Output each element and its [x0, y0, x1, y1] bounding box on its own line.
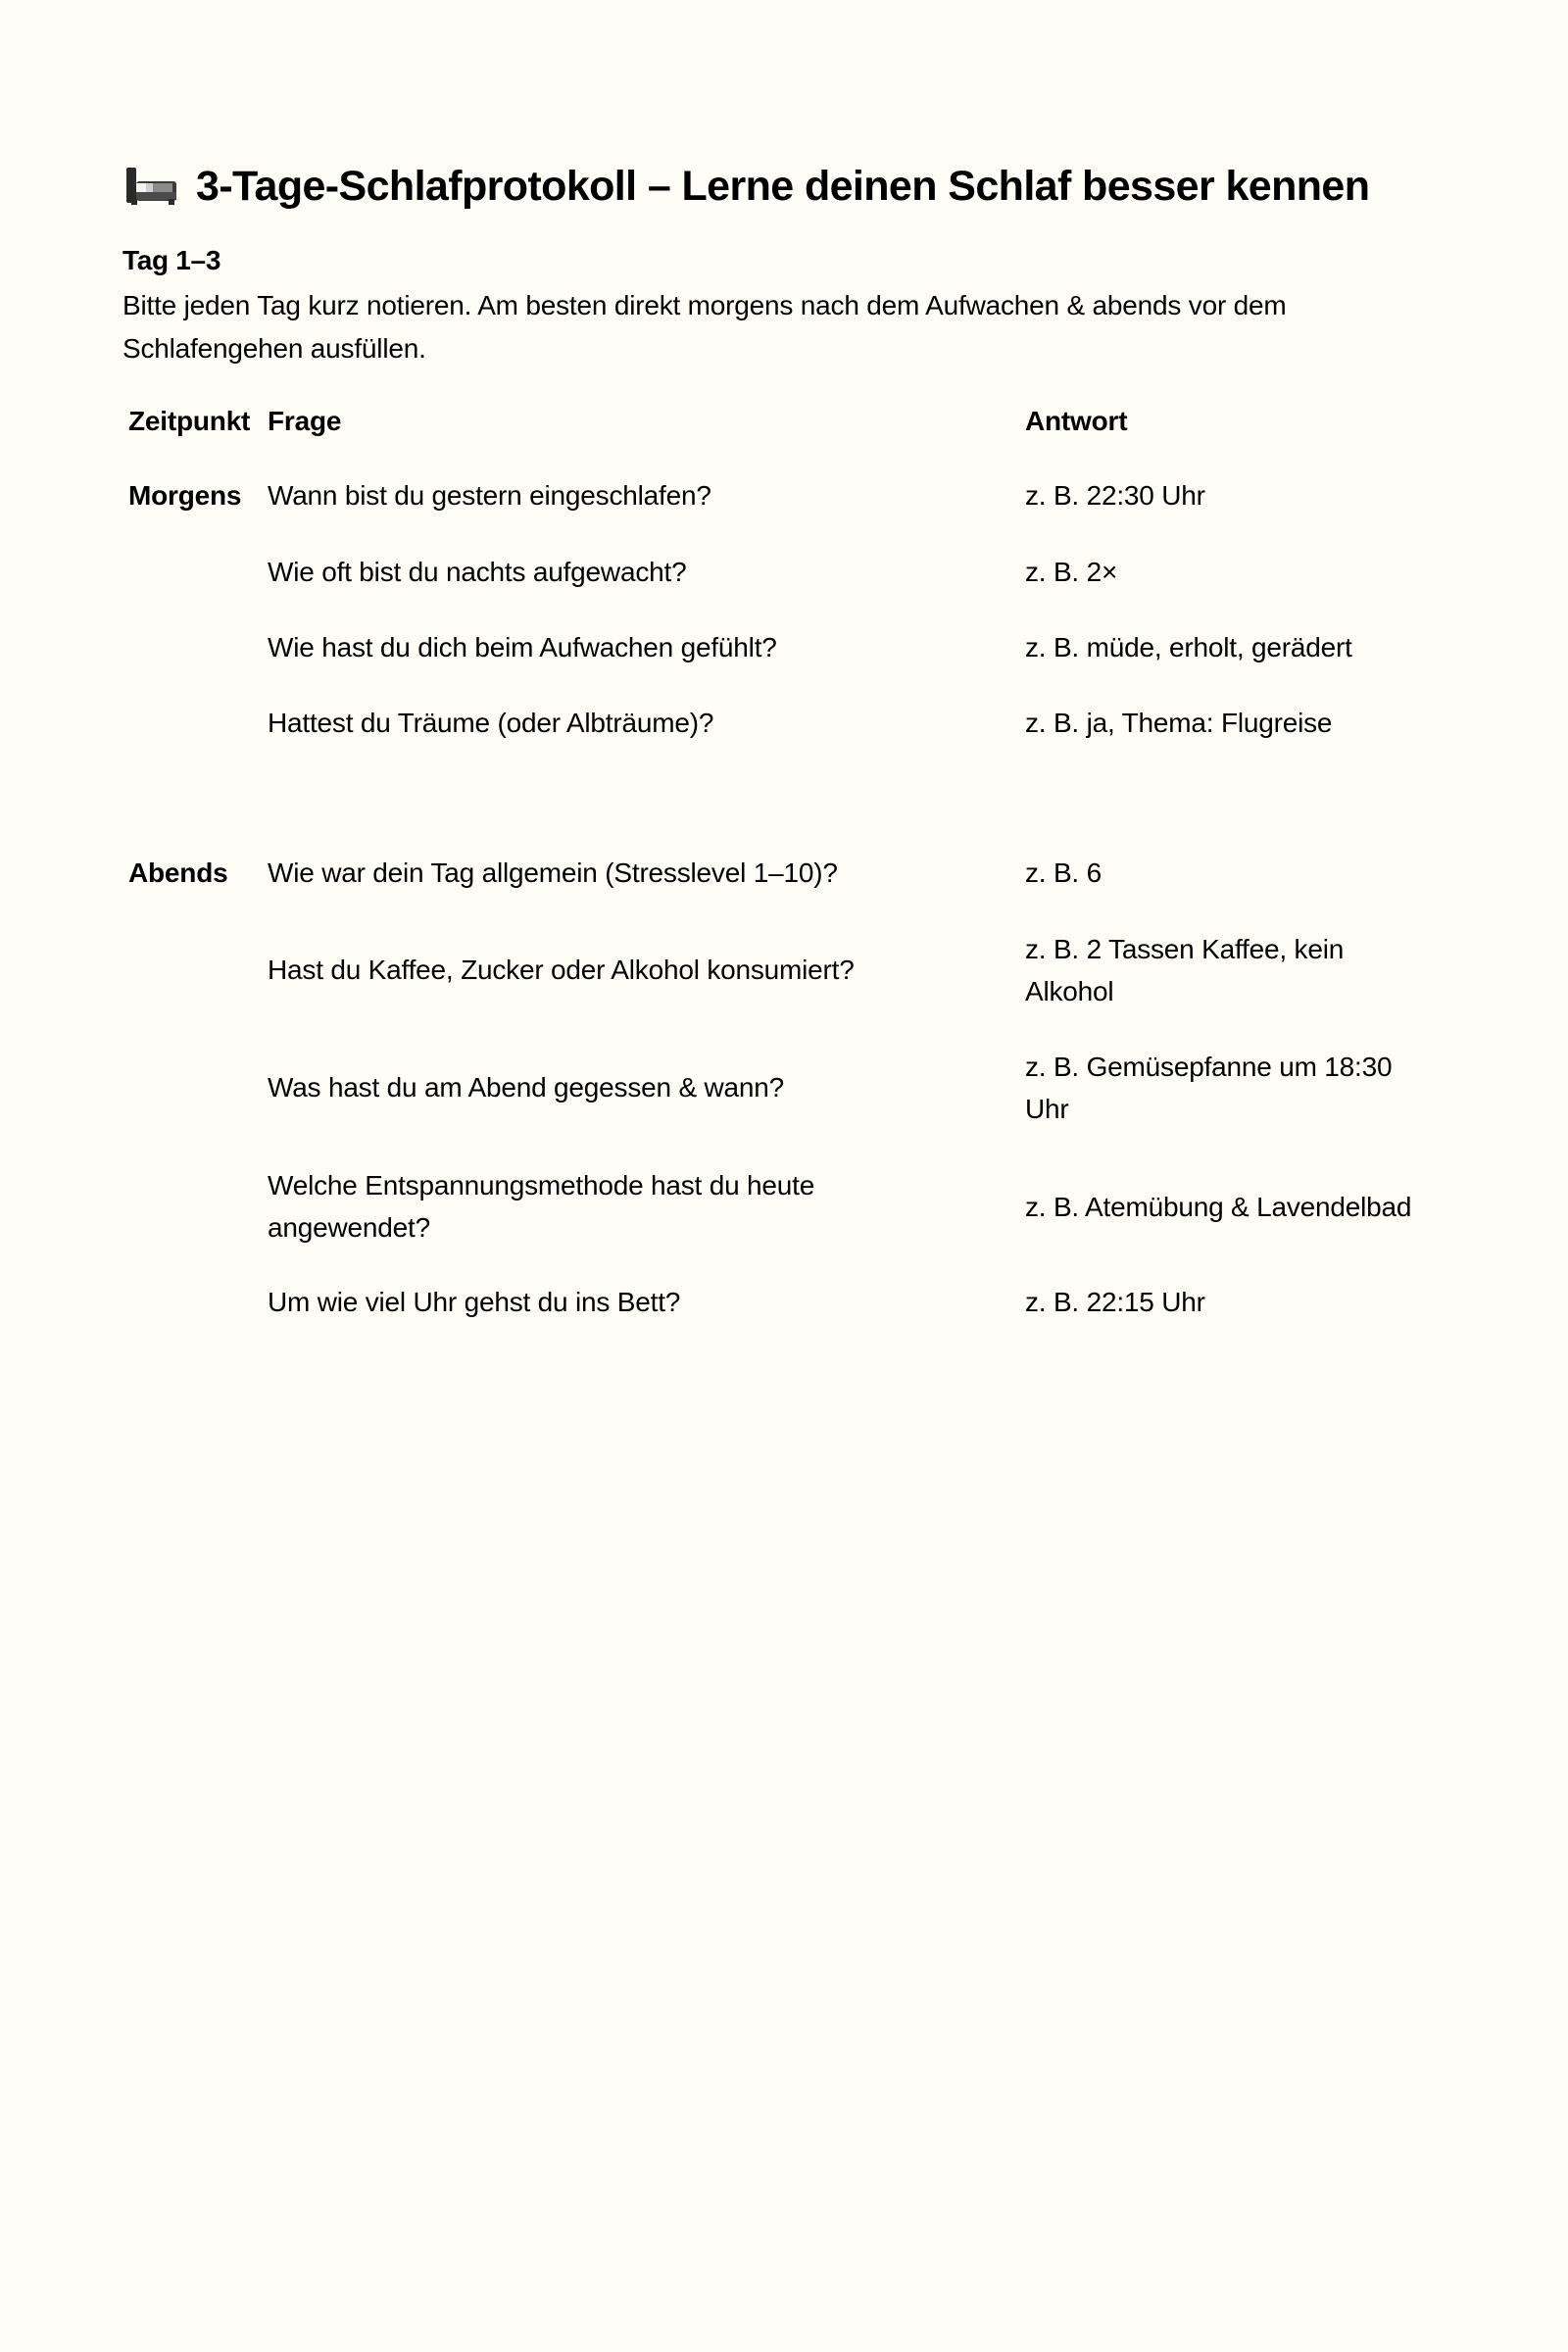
answer-example: z. B. müde, erholt, gerädert	[1025, 632, 1352, 662]
answer-example: z. B. 22:15 Uhr	[1025, 1287, 1205, 1317]
answer-example: z. B. 2 Tassen Kaffee, kein	[1025, 934, 1345, 964]
section-label-morgens: Morgens	[128, 480, 242, 511]
answer-example-continued: Uhr	[1025, 1094, 1069, 1124]
question: Wie hast du dich beim Aufwachen gefühlt?	[268, 632, 777, 662]
bed-icon	[123, 166, 180, 207]
subheading: Tag 1–3	[122, 245, 221, 275]
header-frage: Frage	[268, 406, 342, 436]
intro-line: Bitte jeden Tag kurz notieren. Am besten direkt morgens nach dem Aufwachen & abends vor dem	[122, 290, 1287, 320]
answer-example: z. B. 6	[1025, 858, 1102, 888]
intro-line: Schlafengehen ausfüllen.	[122, 333, 426, 364]
question: Hattest du Träume (oder Albträume)?	[268, 708, 714, 738]
question: Was hast du am Abend gegessen & wann?	[268, 1072, 785, 1102]
answer-example: z. B. 22:30 Uhr	[1025, 480, 1205, 511]
answer-example: z. B. Atemübung & Lavendelbad	[1025, 1192, 1412, 1222]
question: Wie oft bist du nachts aufgewacht?	[268, 557, 687, 587]
title-text: 3-Tage-Schlafprotokoll – Lerne deinen Schlaf besser kennen	[196, 162, 1370, 210]
section-label-abends: Abends	[128, 858, 228, 888]
answer-example-continued: Alkohol	[1025, 976, 1114, 1006]
header-zeitpunkt: Zeitpunkt	[128, 406, 251, 436]
question: Hast du Kaffee, Zucker oder Alkohol konsumiert?	[268, 955, 855, 985]
question: Wann bist du gestern eingeschlafen?	[268, 480, 711, 511]
question-continued: angewendet?	[268, 1212, 430, 1243]
answer-example: z. B. 2×	[1025, 557, 1118, 587]
intro-text	[122, 284, 1436, 370]
answer-example: z. B. Gemüsepfanne um 18:30	[1025, 1052, 1393, 1082]
page-title	[123, 157, 1369, 216]
question: Um wie viel Uhr gehst du ins Bett?	[268, 1287, 681, 1317]
header-antwort: Antwort	[1025, 406, 1128, 436]
answer-example: z. B. ja, Thema: Flugreise	[1025, 708, 1333, 738]
question: Welche Entspannungsmethode hast du heute	[268, 1170, 815, 1200]
question: Wie war dein Tag allgemein (Stresslevel 1–10)?	[268, 858, 838, 888]
